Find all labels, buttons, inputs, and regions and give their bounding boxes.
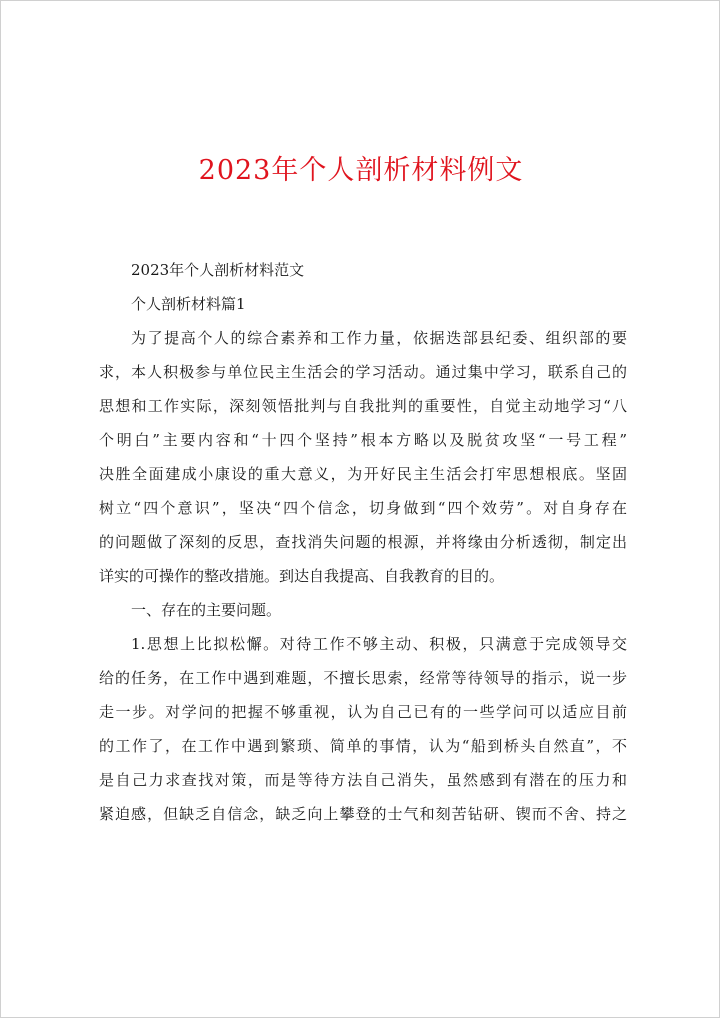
paragraph-2 — [99, 627, 627, 831]
document-body — [99, 253, 627, 831]
paragraph-line: 的工作了，在工作中遇到繁琐、简单的事情，认为“船到桥头自然直”，不 — [99, 737, 627, 755]
paragraph-line: 给的任务，在工作中遇到难题，不擅长思索，经常等待领导的指示，说一步 — [99, 669, 627, 687]
subtitle-line: 2023年个人剖析材料范文 — [131, 261, 305, 279]
paragraph-line: 树立“四个意识”，坚决“四个信念，切身做到“四个效劳”。对自身存在 — [99, 499, 627, 517]
paragraph-line: 1.思想上比拟松懈。对待工作不够主动、积极，只满意于完成领导交 — [131, 635, 627, 653]
paragraph-line: 紧迫感，但缺乏自信念，缺乏向上攀登的士气和刻苦钻研、锲而不舍、持之 — [99, 805, 627, 823]
section-heading: 个人剖析材料篇1 — [131, 295, 246, 313]
problems-heading: 一、存在的主要问题。 — [131, 601, 282, 619]
paragraph-line: 是自己力求查找对策，而是等待方法自己消失，虽然感到有潜在的压力和 — [99, 771, 627, 789]
paragraph-line: 详实的可操作的整改措施。到达自我提高、自我教育的目的。 — [99, 567, 505, 585]
paragraph-line: 思想和工作实际，深刻领悟批判与自我批判的重要性，自觉主动地学习“八 — [99, 397, 627, 415]
paragraph-line: 为了提高个人的综合素养和工作力量，依据迭部县纪委、组织部的要 — [131, 329, 627, 347]
paragraph-line: 决胜全面建成小康设的重大意义，为开好民主生活会打牢思想根底。坚固 — [99, 465, 627, 483]
paragraph-line: 求，本人积极参与单位民主生活会的学习活动。通过集中学习，联系自己的 — [99, 363, 627, 381]
paragraph-line: 走一步。对学问的把握不够重视，认为自己已有的一些学问可以适应目前 — [99, 703, 627, 721]
document-title: 2023年个人剖析材料例文 — [198, 155, 524, 186]
paragraph-1 — [99, 321, 627, 593]
paragraph-line: 的问题做了深刻的反思，查找消失问题的根源，并将缘由分析透彻，制定出 — [99, 533, 627, 551]
paragraph-line: 个明白”主要内容和“十四个坚持”根本方略以及脱贫攻坚“一号工程” — [99, 431, 627, 449]
